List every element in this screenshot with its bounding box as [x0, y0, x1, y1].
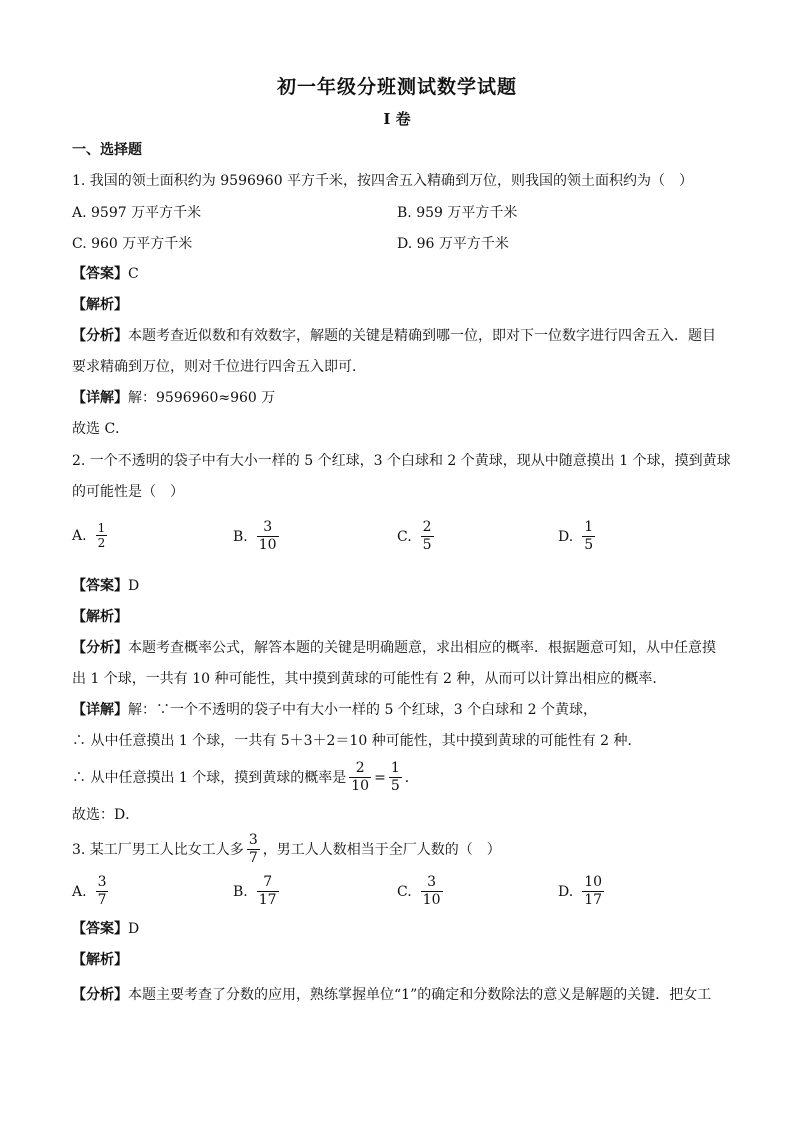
- q1-detail: [72, 388, 275, 408]
- fraction-numerator: 7: [263, 874, 273, 890]
- period: ．: [404, 769, 419, 786]
- option-fraction: [257, 874, 279, 909]
- fraction-numerator: 10: [584, 874, 603, 890]
- q2-option-d: [558, 519, 598, 554]
- detail-text: 解：9596960≈960 万: [128, 390, 276, 406]
- answer-value: C: [128, 266, 139, 282]
- q3-fenxi: [72, 985, 711, 1005]
- option-label: B.: [233, 528, 248, 545]
- fraction-denominator: 10: [258, 537, 277, 553]
- q3-stem-text: 3. 某工厂男工人比女工人多: [72, 841, 244, 858]
- q3-stem-text-end: ，男工人人数相当于全厂人数的（ ）: [262, 841, 501, 858]
- simplified-fraction: [389, 760, 402, 795]
- section-heading: 一、选择题: [72, 142, 142, 158]
- option-label: C.: [397, 528, 412, 545]
- probability-fraction: [349, 760, 371, 795]
- option-fraction: [421, 874, 443, 909]
- stem-fraction: [247, 832, 260, 867]
- answer-label: 【答案】: [72, 578, 128, 594]
- option-label: A.: [72, 883, 87, 900]
- option-label: B.: [233, 883, 248, 900]
- answer-value: D: [128, 921, 140, 937]
- q1-stem: 1. 我国的领土面积约为 9596960 平方千米，按四舍五入精确到万位，则我国的领土面积约为（ ）: [72, 173, 694, 189]
- q1-analysis-label: 【解析】: [72, 297, 128, 313]
- detail-text: 解：∵一个不透明的袋子中有大小一样的 5 个红球，3 个白球和 2 个黄球，: [128, 702, 597, 718]
- fraction-numerator: 3: [248, 832, 258, 848]
- fenxi-text: 本题考查概率公式，解答本题的关键是明确题意，求出相应的概率．根据题意可知，从中任意摸: [128, 640, 716, 656]
- q2-fenxi: [72, 638, 716, 658]
- q1-conclusion: 故选 C．: [72, 421, 130, 437]
- option-fraction: [582, 519, 595, 554]
- q1-option-d: D. 96 万平方千米: [397, 236, 509, 252]
- q1-option-c: C. 960 万平方千米: [72, 236, 193, 252]
- q1-option-b: B. 959 万平方千米: [397, 205, 518, 221]
- option-fraction: [421, 519, 434, 554]
- equals-sign: =: [374, 769, 386, 786]
- fenxi-label: 【分析】: [72, 640, 128, 656]
- fraction-numerator: 1: [97, 521, 106, 535]
- fraction-denominator: 5: [422, 537, 432, 553]
- fenxi-text: 本题考查近似数和有效数字，解题的关键是精确到哪一位，即对下一位数字进行四舍五入．题目: [128, 328, 716, 344]
- fraction-denominator: 5: [390, 778, 400, 794]
- option-label: D.: [558, 528, 574, 545]
- fraction-denominator: 7: [97, 892, 107, 908]
- page-subtitle: I 卷: [383, 110, 411, 128]
- q2-answer: [72, 576, 139, 596]
- q2-detail-line2: ∴ 从中任意摸出 1 个球，一共有 5＋3＋2＝10 种可能性，其中摸到黄球的可能性有 2 种．: [72, 733, 642, 749]
- fraction-numerator: 3: [97, 874, 107, 890]
- detail-label: 【详解】: [72, 702, 128, 718]
- fenxi-label: 【分析】: [72, 987, 128, 1003]
- fraction-numerator: 1: [584, 519, 594, 535]
- detail-line3-text: ∴ 从中任意摸出 1 个球，摸到黄球的概率是: [72, 769, 347, 786]
- q2-fenxi-cont: 出 1 个球，一共有 10 种可能性，其中摸到黄球的可能性有 2 种，从而可以计算出相应的概率．: [72, 671, 667, 687]
- detail-label: 【详解】: [72, 390, 128, 406]
- fraction-denominator: 5: [584, 537, 594, 553]
- fraction-denominator: 10: [422, 892, 441, 908]
- option-label: C.: [397, 883, 412, 900]
- answer-value: D: [128, 578, 140, 594]
- fraction-numerator: 1: [390, 760, 400, 776]
- q2-conclusion: 故选：D．: [72, 807, 140, 823]
- q3-option-b: [233, 874, 282, 909]
- answer-label: 【答案】: [72, 921, 128, 937]
- option-fraction: [582, 874, 604, 909]
- fenxi-label: 【分析】: [72, 328, 128, 344]
- q2-option-b: [233, 519, 282, 554]
- fraction-denominator: 17: [584, 892, 603, 908]
- fraction-denominator: 7: [248, 850, 258, 866]
- fraction-denominator: 10: [351, 778, 370, 794]
- option-label: D.: [558, 883, 574, 900]
- q2-detail: [72, 700, 597, 720]
- fraction-numerator: 2: [355, 760, 365, 776]
- q2-detail-line3: [72, 760, 419, 795]
- option-fraction: [96, 521, 108, 550]
- q1-fenxi-cont: 要求精确到万位，则对千位进行四舍五入即可．: [72, 359, 366, 375]
- answer-label: 【答案】: [72, 266, 128, 282]
- q2-option-c: [397, 519, 437, 554]
- q2-stem-line2: 的可能性是（ ）: [72, 484, 184, 500]
- q3-option-a: [72, 874, 111, 909]
- page-title: 初一年级分班测试数学试题: [276, 76, 517, 98]
- q1-answer: [72, 264, 139, 284]
- fraction-denominator: 17: [258, 892, 277, 908]
- option-label: A.: [72, 527, 87, 544]
- q2-stem-line1: 2. 一个不透明的袋子中有大小一样的 5 个红球，3 个白球和 2 个黄球，现从中随意摸出 1 个球，摸到黄球: [72, 453, 731, 469]
- q3-analysis-label: 【解析】: [72, 952, 128, 968]
- fraction-numerator: 3: [427, 874, 437, 890]
- q3-option-c: [397, 874, 446, 909]
- q3-option-d: [558, 874, 607, 909]
- option-fraction: [96, 874, 109, 909]
- q3-answer: [72, 919, 139, 939]
- q1-fenxi: [72, 326, 716, 346]
- fraction-numerator: 3: [263, 519, 273, 535]
- fraction-denominator: 2: [97, 536, 106, 550]
- fenxi-text: 本题主要考查了分数的应用，熟练掌握单位“1”的确定和分数除法的意义是解题的关键．把女工: [128, 987, 712, 1003]
- q2-analysis-label: 【解析】: [72, 609, 128, 625]
- q1-option-a: A. 9597 万平方千米: [72, 205, 202, 221]
- fraction-numerator: 2: [422, 519, 432, 535]
- q3-stem: [72, 832, 501, 867]
- q2-option-a: [72, 521, 110, 550]
- option-fraction: [257, 519, 279, 554]
